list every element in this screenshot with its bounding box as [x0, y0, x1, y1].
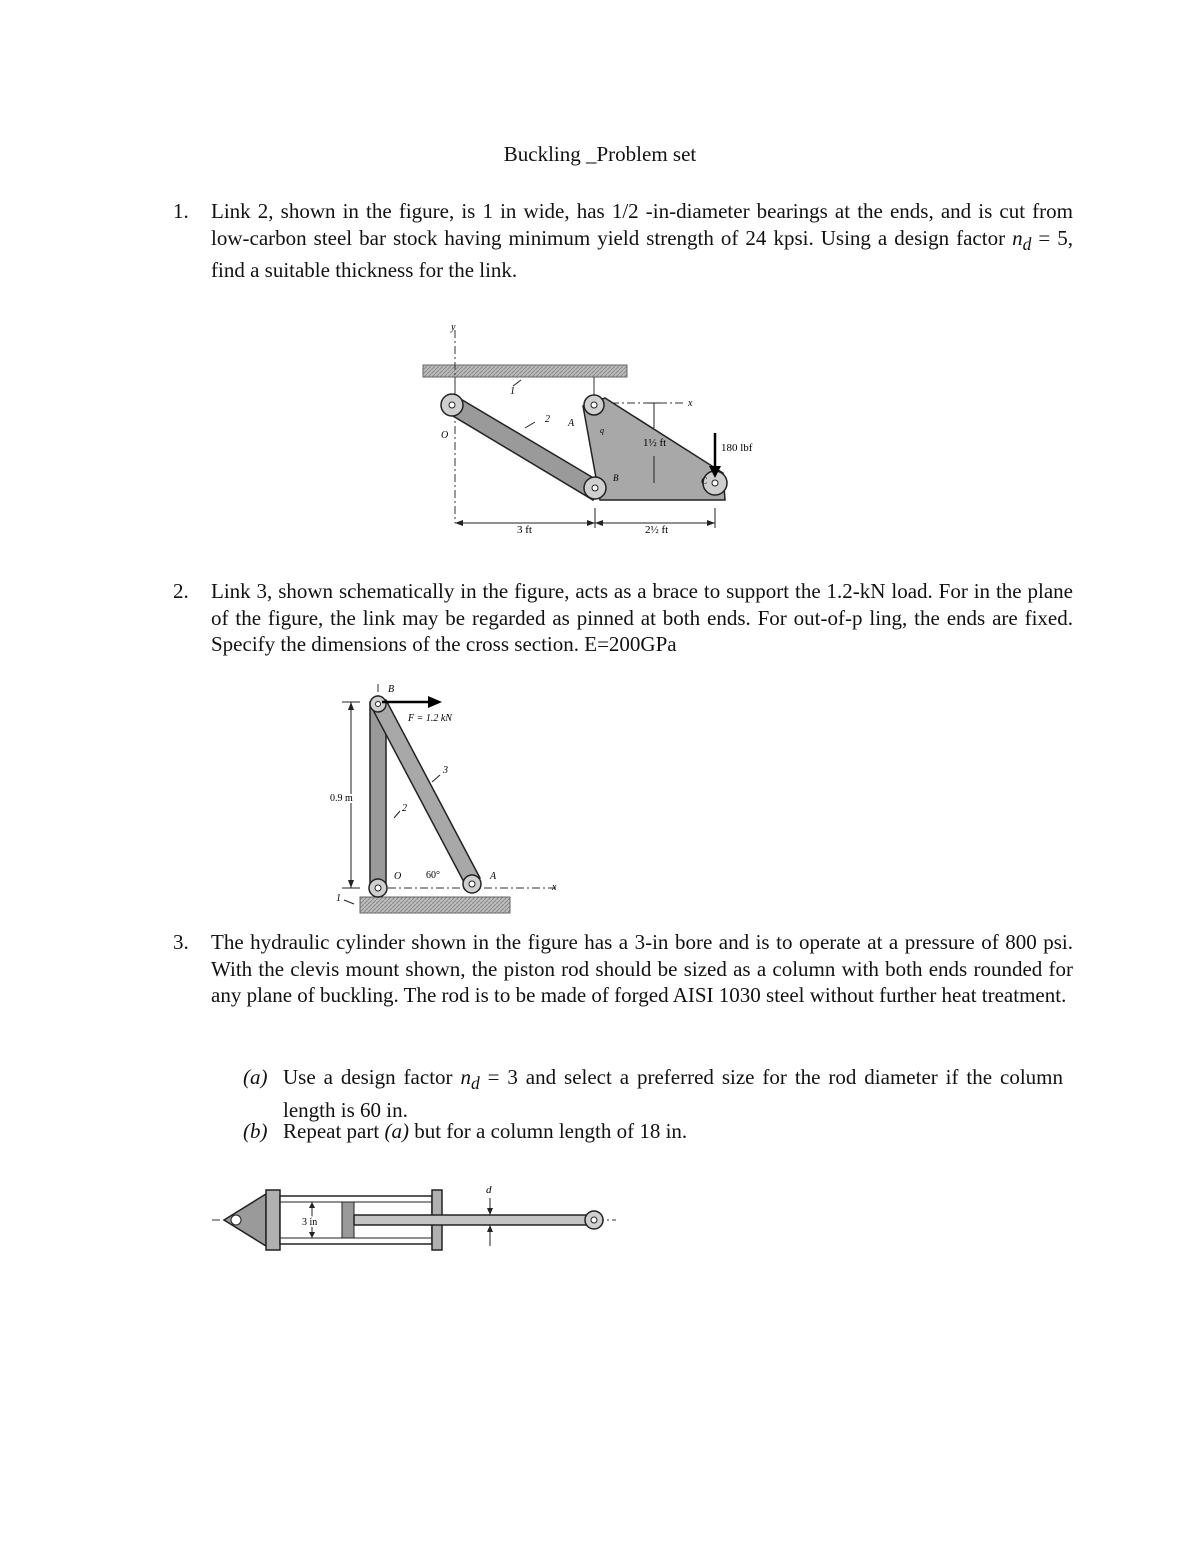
label-a-2: A: [490, 871, 497, 882]
problem-3-part-a: [243, 1064, 1063, 1123]
piston: [342, 1202, 354, 1238]
label-o-2: O: [394, 871, 402, 882]
label-load: 180 lbf: [721, 442, 753, 454]
ground-support: [423, 365, 627, 377]
label-height-2: 0.9 m: [330, 793, 353, 804]
clevis-mount: [224, 1194, 266, 1246]
label-d: d: [486, 1184, 492, 1196]
problem-text: The hydraulic cylinder shown in the figure has a 3-in bore and is to operate at a pressure of 800 psi. With the clevis mount shown, the piston rod should be sized as a column with both ends rounded for any plane of buckling. The rod is to be made of forged AISI 1030 steel without further heat treatment.: [211, 930, 1073, 1007]
problem-3-part-b: [243, 1118, 1063, 1145]
label-span2: 2½ ft: [645, 524, 669, 536]
link-2: [443, 398, 607, 500]
label-y: y: [451, 322, 456, 333]
label-bore: 3 in: [302, 1217, 318, 1228]
part-text: Use a design factor $n_d = 3$ and select a preferred size for the rod diameter if the column length is 60 in.: [283, 1065, 1063, 1122]
problem-text: Link 3, shown schematically in the figure, acts as a brace to support the 1.2-kN load. For in the plane of the figure, the link may be regarded as pinned at both ends. For out-of-p ling, the ends are fixed. Specify the dimensions of the cross section. E=200GPa: [211, 579, 1073, 656]
label-angle: 60°: [426, 870, 440, 881]
part-text: Repeat part (a) but for a column length of 18 in.: [283, 1119, 688, 1143]
problem-number: 1.: [173, 199, 189, 223]
ground-support-2: [360, 897, 510, 913]
label-q: q: [600, 426, 604, 435]
label-x: x: [688, 398, 693, 409]
part-label: (a): [243, 1065, 268, 1089]
label-1: 1: [510, 386, 515, 397]
label-1-2: 1: [336, 893, 341, 904]
label-2-2: 2: [402, 803, 407, 814]
page-title: Buckling _Problem set: [503, 142, 697, 166]
problem-3: [173, 929, 1073, 1009]
problem-number: 3.: [173, 930, 189, 954]
problem-text: Link 2, shown in the figure, is 1 in wide, has 1/2 -in-diameter bearings at the ends, and is cut from low-carbon steel bar stock having minimum yield strength of 24 kpsi. Using a design factor $n_d = 5$, find a suitable thickness for the link.: [211, 199, 1073, 283]
part-label: (b): [243, 1119, 268, 1143]
link-3-brace: [372, 700, 480, 886]
label-x-2: x: [552, 882, 557, 893]
problem-number: 2.: [173, 579, 189, 603]
label-c: C: [701, 476, 708, 486]
label-span1: 3 ft: [517, 524, 532, 536]
brace-figure-2: [320, 680, 570, 920]
label-force: F = 1.2 kN: [408, 713, 452, 724]
label-a: A: [568, 418, 575, 429]
label-height: 1½ ft: [643, 437, 667, 449]
end-cap-left: [266, 1190, 280, 1250]
problem-2: [173, 578, 1073, 658]
label-b: B: [613, 473, 619, 483]
link-figure-1: [395, 318, 795, 563]
label-b-2: B: [388, 684, 395, 695]
hydraulic-cylinder-figure-3: [212, 1180, 622, 1260]
label-2: 2: [545, 414, 550, 425]
piston-rod: [354, 1215, 594, 1225]
label-o: O: [441, 430, 449, 441]
label-3: 3: [443, 765, 448, 776]
problem-1: [173, 198, 1073, 284]
